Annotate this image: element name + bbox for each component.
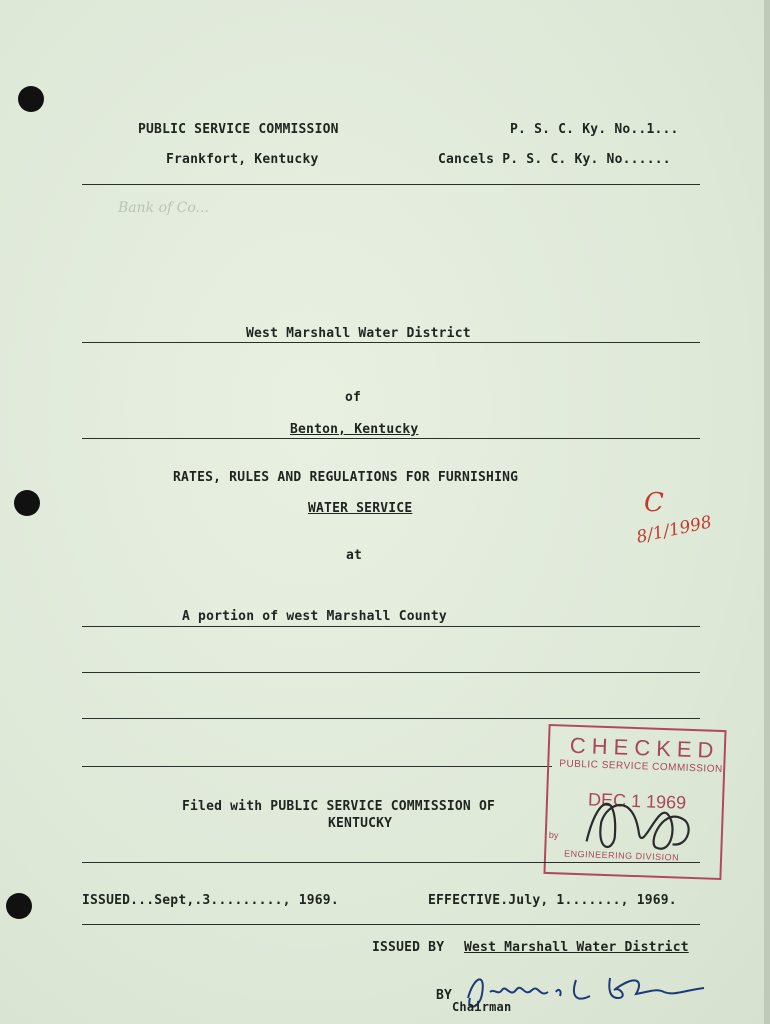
by-label: BY <box>436 988 453 1003</box>
issued-by-label: ISSUED BY <box>372 940 445 955</box>
page-edge <box>764 0 770 1024</box>
dates-rule <box>82 924 700 925</box>
red-annotation-date: 8/1/1998 <box>634 512 714 548</box>
city-rule <box>82 438 700 439</box>
signer-title: Chairman <box>452 1000 512 1014</box>
utility-rule <box>82 342 700 343</box>
title-line: RATES, RULES AND REGULATIONS FOR FURNISHING <box>173 470 519 485</box>
filed-line1: Filed with PUBLIC SERVICE COMMISSION OF <box>182 799 496 814</box>
punch-hole <box>18 86 44 112</box>
at-label: at <box>346 548 363 563</box>
stamp-date: DEC 1 1969 <box>587 789 687 813</box>
area-rule <box>82 626 700 627</box>
effective-date: EFFECTIVE.July, 1......., 1969. <box>428 893 677 908</box>
stamp-by: by <box>548 830 559 841</box>
blank-rule <box>82 766 552 767</box>
punch-hole <box>6 893 32 919</box>
filed-line2: KENTUCKY <box>328 816 393 831</box>
header-rule <box>82 184 700 185</box>
service-area: A portion of west Marshall County <box>182 609 447 624</box>
blank-rule <box>82 718 700 719</box>
issuer-name: West Marshall Water District <box>464 940 689 955</box>
service-type: WATER SERVICE <box>308 501 413 516</box>
commission-location: Frankfort, Kentucky <box>166 152 319 167</box>
filed-rule <box>82 862 700 863</box>
blank-rule <box>82 672 700 673</box>
commission-name: PUBLIC SERVICE COMMISSION <box>138 122 339 137</box>
stamp-org: PUBLIC SERVICE COMMISSION <box>559 758 723 776</box>
checked-stamp <box>543 724 726 880</box>
stamp-dept: ENGINEERING DIVISION <box>563 848 680 863</box>
issued-date: ISSUED...Sept,.3........., 1969. <box>82 893 339 908</box>
utility-city: Benton, Kentucky <box>290 422 419 437</box>
cancels-number: Cancels P. S. C. Ky. No...... <box>438 152 671 167</box>
punch-hole <box>14 490 40 516</box>
psc-number: P. S. C. Ky. No..1... <box>510 122 679 137</box>
red-annotation-letter: C <box>644 488 664 518</box>
of-label: of <box>345 390 362 405</box>
utility-name: West Marshall Water District <box>246 326 471 341</box>
stamp-word: CHECKED <box>569 732 720 763</box>
faint-handwriting: Bank of Co... <box>118 200 209 216</box>
stamp-initials-scribble <box>576 781 699 865</box>
